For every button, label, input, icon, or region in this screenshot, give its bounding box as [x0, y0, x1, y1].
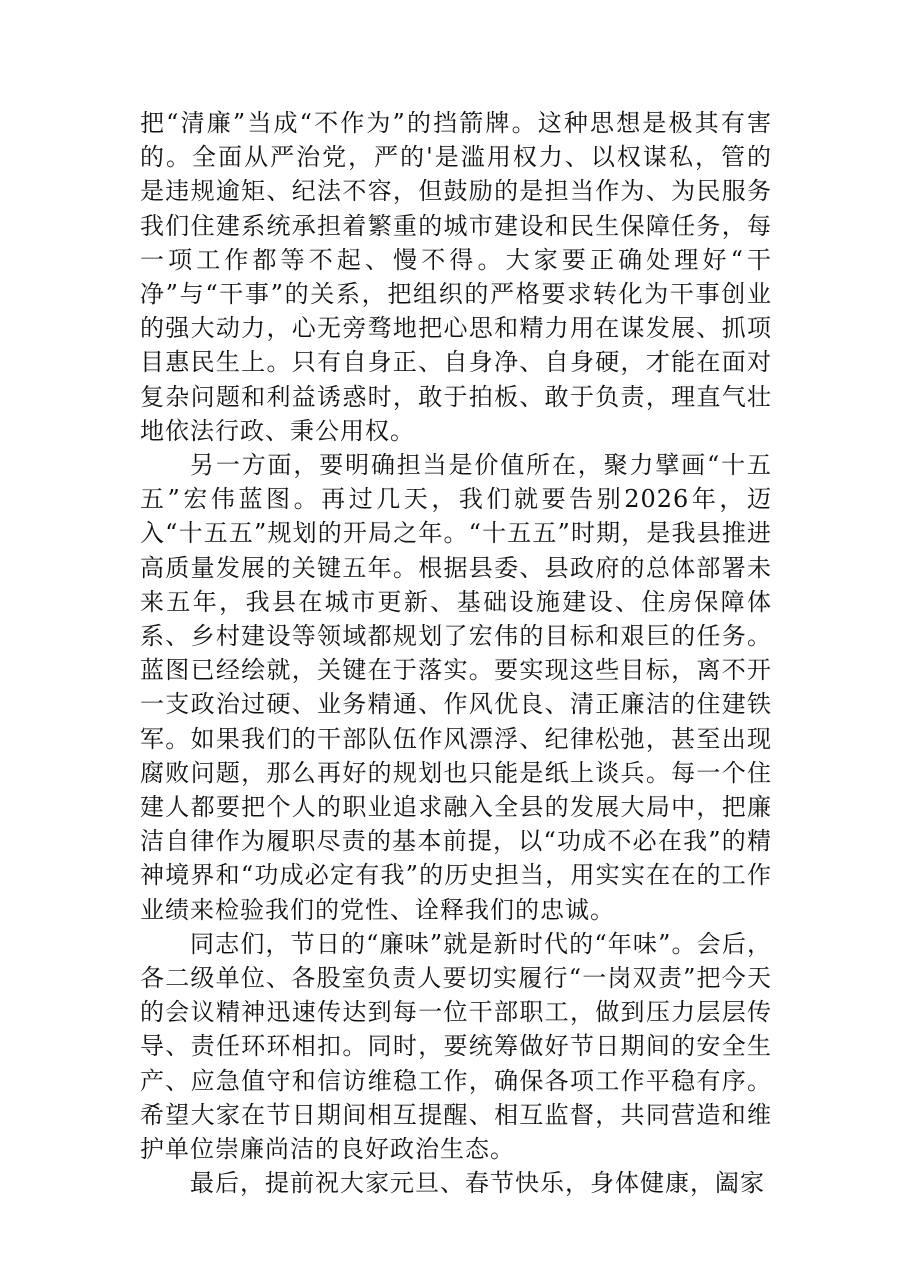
paragraph-2: 另一方面，要明确担当是价值所在，聚力擘画“十五五”宏伟蓝图。再过几天，我们就要告别2026年，迈入“十五五”规划的开局之年。“十五五”时期，是我县推进高质量发展的关键五年。根据县委、县政府的总体部署未来五年，我县在城市更新、基础设施建设、住房保障体系、乡村建设等领域都规划了宏伟的目标和艰巨的任务。蓝图已经绘就，关键在于落实。要实现这些目标，离不开一支政治过硬、业务精通、作风优良、清正廉洁的住建铁军。如果我们的干部队伍作风漂浮、纪律松弛，甚至出现腐败问题，那么再好的规划也只能是纸上谈兵。每一个住建人都要把个人的职业追求融入全县的发展大局中，把廉洁自律作为履职尽责的基本前提，以“功成不必在我”的精神境界和“功成必定有我”的历史担当，用实实在在的工作业绩来检验我们的党性、诠释我们的忠诚。: [140, 451, 772, 924]
document-body: [140, 106, 772, 1201]
paragraph-1: 把“清廉”当成“不作为”的挡箭牌。这种思想是极其有害的。全面从严治党，严的'是滥用权力、以权谋私，管的是违规逾矩、纪法不容，但鼓励的是担当作为、为民服务我们住建系统承担着繁重的城市建设和民生保障任务，每一项工作都等不起、慢不得。大家要正确处理好“干净”与“干事”的关系，把组织的严格要求转化为干事创业的强大动力，心无旁骛地把心思和精力用在谋发展、抓项目惠民生上。只有自身正、自身净、自身硬，才能在面对复杂问题和利益诱惑时，敢于拍板、敢于负责，理直气壮地依法行政、秉公用权。: [140, 109, 772, 445]
paragraph-4: 最后，提前祝大家元旦、春节快乐，身体健康，阖家: [190, 1169, 765, 1198]
paragraph-3: 同志们，节日的“廉味”就是新时代的“年味”。会后，各二级单位、各股室负责人要切实履行“一岗双责”把今天的会议精神迅速传达到每一位干部职工，做到压力层层传导、责任环环相扣。同时，要统筹做好节日期间的安全生产、应急值守和信访维稳工作，确保各项工作平稳有序。希望大家在节日期间相互提醒、相互监督，共同营造和维护单位崇廉尚洁的良好政治生态。: [140, 929, 772, 1164]
